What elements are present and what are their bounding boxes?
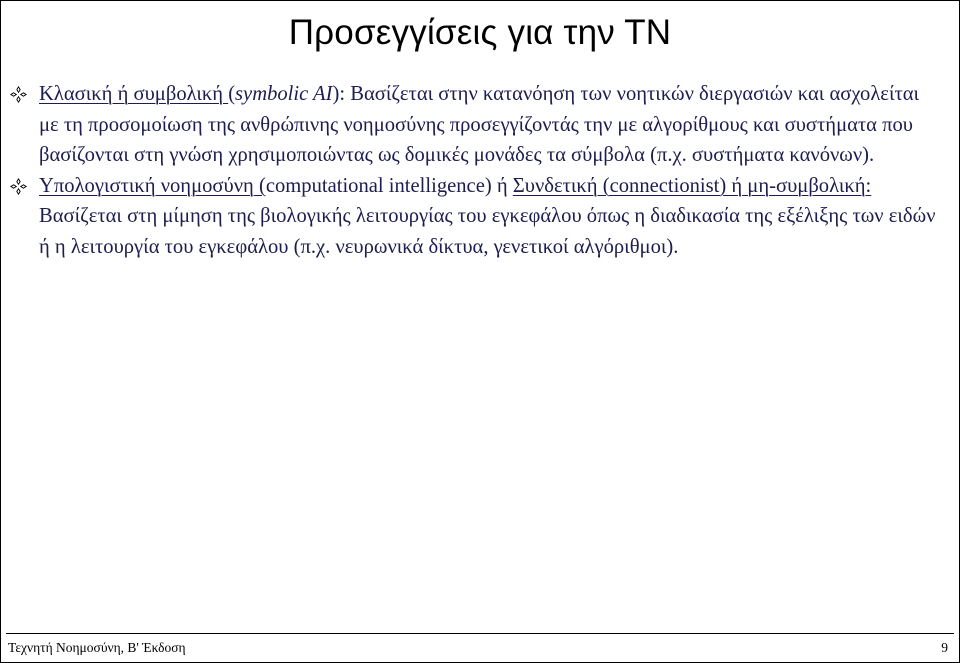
symbolic-ai-paren-close: ): [332,83,351,105]
footer-page-number: 9 [941,640,948,655]
symbolic-ai-english-term: symbolic AI [235,83,333,105]
diamond-bullet-icon [10,178,27,195]
symbolic-ai-paren-open: ( [228,83,236,105]
footer-divider [6,633,954,634]
computational-intelligence-english: computational intelligence) ή [265,174,513,197]
bullet-computational-intelligence [10,171,940,263]
symbolic-ai-description: Βασίζεται στην κατανόηση των νοητικών διεργασιών και ασχολείται με τη προσομοίωση της ανθρώπινης νοημοσύνης προσεγγίζοντάς την με αλγορίθμους και συστήματα που βασίζονται στη γνώση χρησιμοποιώντας ως δομικές μονάδες τα σύμβολα (π.χ. συστήματα κανόνων). [39,83,920,166]
bullet-symbolic-ai [10,79,940,171]
bullet-list [10,79,940,262]
slide-title: Προσεγγίσεις για την ΤΝ [288,13,672,52]
computational-intelligence-term: Υπολογιστική νοημοσύνη ( [39,174,266,197]
diamond-bullet-icon [10,86,27,103]
computational-intelligence-description: Βασίζεται στη μίμηση της βιολογικής λειτουργίας του εγκεφάλου όπως η διαδικασία της εξέλιξης των ειδών ή η λειτουργία του εγκεφάλου (π.χ. νευρωνικά δίκτυα, γενετικοί αλγόριθμοι). [39,205,936,258]
footer-book-title: Τεχνητή Νοημοσύνη, Β' Έκδοση [8,640,186,655]
connectionist-term: Συνδετική (connectionist) ή μη-συμβολική: [512,174,872,197]
symbolic-ai-term: Κλασική ή συμβολική [39,83,229,105]
